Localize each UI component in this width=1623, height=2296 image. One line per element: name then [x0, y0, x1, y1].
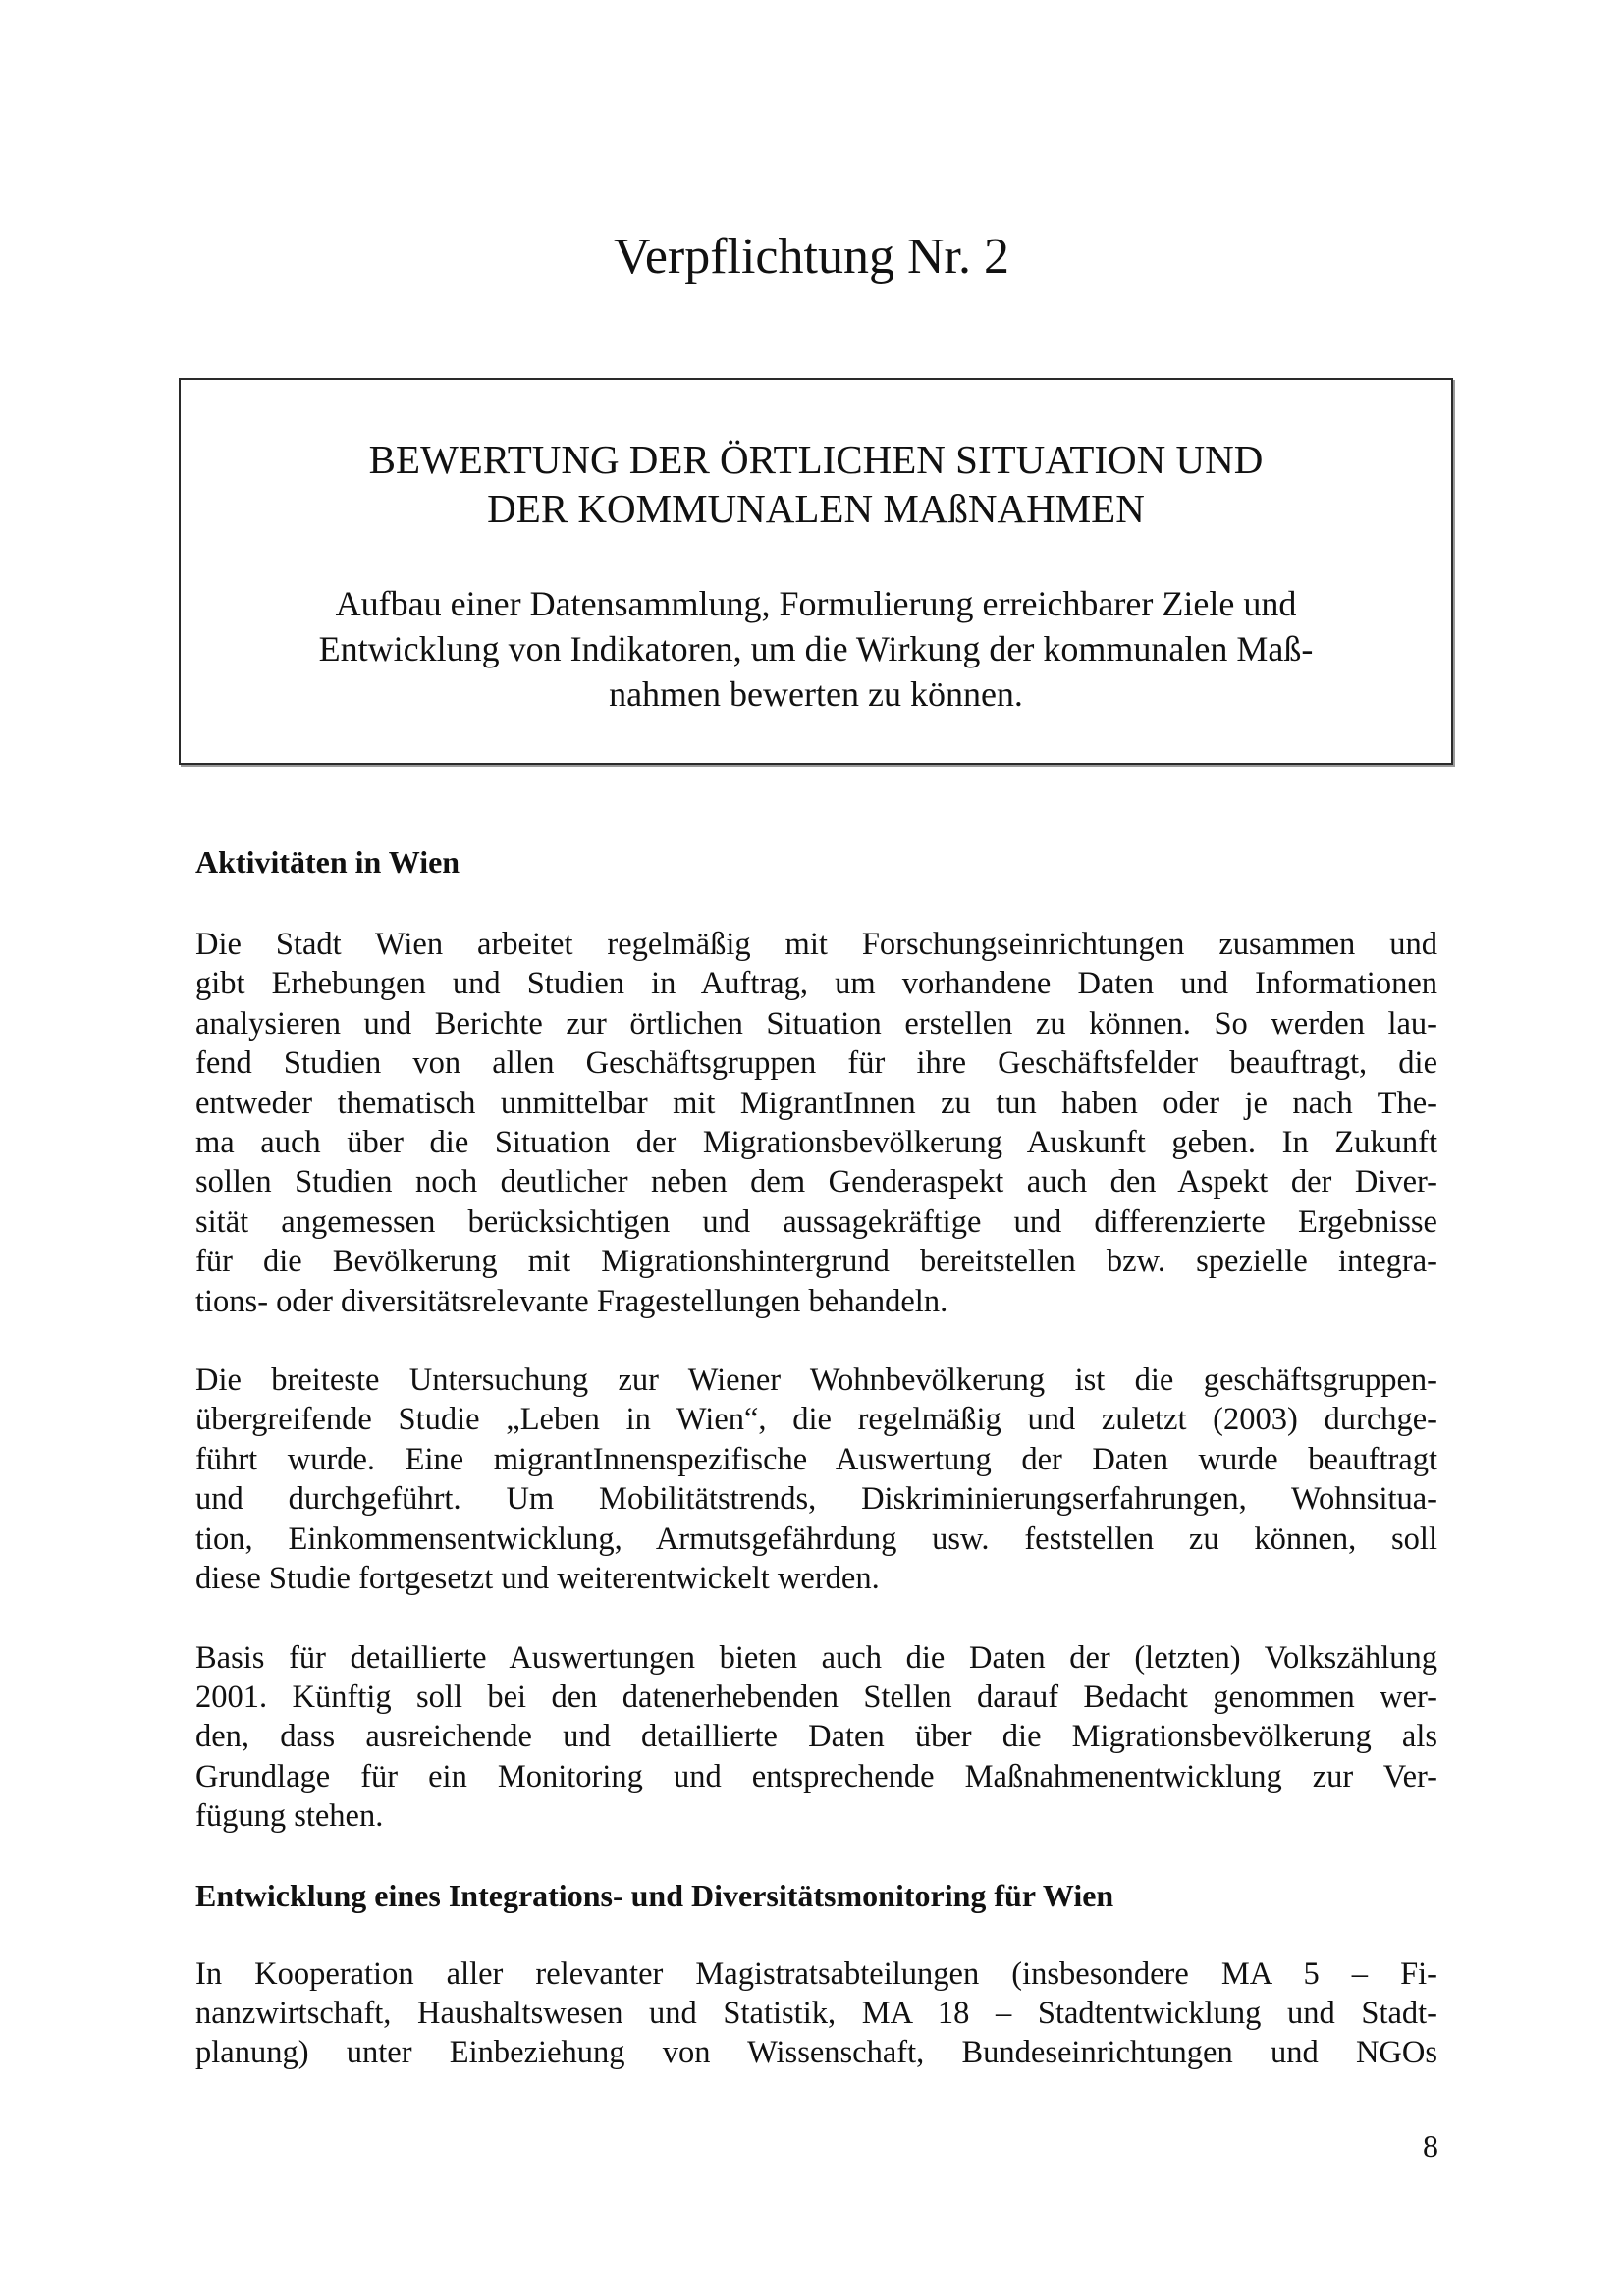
text-line: fend Studien von allen Geschäftsgruppen für ihre Geschäftsfelder beauftragt, die	[195, 1045, 1437, 1082]
paragraph-volkszaehlung	[195, 1638, 1437, 1837]
paragraph-research	[195, 925, 1437, 1321]
text-line: führt wurde. Eine migrantInnenspezifische Auswertung der Daten wurde beauftragt	[195, 1441, 1437, 1477]
text-line: entweder thematisch unmittelbar mit MigrantInnen zu tun haben oder je nach The-	[195, 1085, 1437, 1121]
box-subtitle-line: nahmen bewerten zu können.	[609, 674, 1023, 714]
section-heading-activities: Aktivitäten in Wien	[195, 844, 460, 880]
text-line: den, dass ausreichende und detaillierte Daten über die Migrationsbevölkerung als	[195, 1719, 1437, 1755]
commitment-box	[179, 378, 1453, 765]
paragraph-leben-in-wien	[195, 1361, 1437, 1598]
box-subtitle	[210, 581, 1422, 717]
box-heading-line: BEWERTUNG DER ÖRTLICHEN SITUATION UND	[368, 437, 1264, 482]
text-line: gibt Erhebungen und Studien in Auftrag, um vorhandene Daten und Informationen	[195, 966, 1437, 1002]
text-line: diese Studie fortgesetzt und weiterentwickelt werden.	[195, 1561, 880, 1597]
text-line: sität angemessen berücksichtigen und aussagekräftige und differenzierte Ergebnisse	[195, 1203, 1437, 1240]
text-line: nanzwirtschaft, Haushaltswesen und Statistik, MA 18 – Stadtentwicklung und Stadt-	[195, 1995, 1437, 2031]
text-line: übergreifende Studie „Leben in Wien“, die regelmäßig und zuletzt (2003) durchge-	[195, 1402, 1437, 1438]
box-heading-line: DER KOMMUNALEN MAßNAHMEN	[487, 486, 1145, 531]
text-line: für die Bevölkerung mit Migrationshintergrund bereitstellen bzw. spezielle integra-	[195, 1244, 1437, 1280]
page-number: 8	[1423, 2128, 1438, 2163]
body-text	[195, 842, 1437, 2112]
text-line: Die breiteste Untersuchung zur Wiener Wohnbevölkerung ist die geschäftsgruppen-	[195, 1362, 1437, 1399]
text-line: fügung stehen.	[195, 1798, 384, 1835]
text-line: ma auch über die Situation der Migrationsbevölkerung Auskunft geben. In Zukunft	[195, 1125, 1437, 1161]
text-line: 2001. Künftig soll bei den datenerhebenden Stellen darauf Bedacht genommen wer-	[195, 1679, 1437, 1715]
text-line: Grundlage für ein Monitoring und entsprechende Maßnahmenentwicklung zur Ver-	[195, 1758, 1437, 1794]
text-line: tions- oder diversitätsrelevante Fragestellungen behandeln.	[195, 1283, 948, 1319]
text-line: und durchgeführt. Um Mobilitätstrends, Diskriminierungserfahrungen, Wohnsitua-	[195, 1481, 1437, 1518]
box-heading	[181, 435, 1451, 533]
text-line: In Kooperation aller relevanter Magistratsabteilungen (insbesondere MA 5 – Fi-	[195, 1955, 1437, 1992]
paragraph-kooperation	[195, 1954, 1437, 2073]
text-line: sollen Studien noch deutlicher neben dem Genderaspekt auch den Aspekt der Diver-	[195, 1164, 1437, 1201]
text-line: Die Stadt Wien arbeitet regelmäßig mit Forschungseinrichtungen zusammen und	[195, 927, 1437, 962]
text-line: tion, Einkommensentwicklung, Armutsgefährdung usw. feststellen zu können, soll	[195, 1521, 1437, 1557]
box-subtitle-line: Entwicklung von Indikatoren, um die Wirkung der kommunalen Maß-	[318, 629, 1314, 668]
section-heading-monitoring: Entwicklung eines Integrations- und Diversitätsmonitoring für Wien	[195, 1877, 1114, 1913]
box-subtitle-line: Aufbau einer Datensammlung, Formulierung erreichbarer Ziele und	[335, 584, 1297, 623]
page-title: Verpflichtung Nr. 2	[614, 229, 1009, 285]
text-line: planung) unter Einbeziehung von Wissenschaft, Bundeseinrichtungen und NGOs	[195, 2035, 1437, 2071]
text-line: analysieren und Berichte zur örtlichen Situation erstellen zu können. So werden lau-	[195, 1005, 1437, 1041]
text-line: Basis für detaillierte Auswertungen bieten auch die Daten der (letzten) Volkszählung	[195, 1639, 1437, 1676]
